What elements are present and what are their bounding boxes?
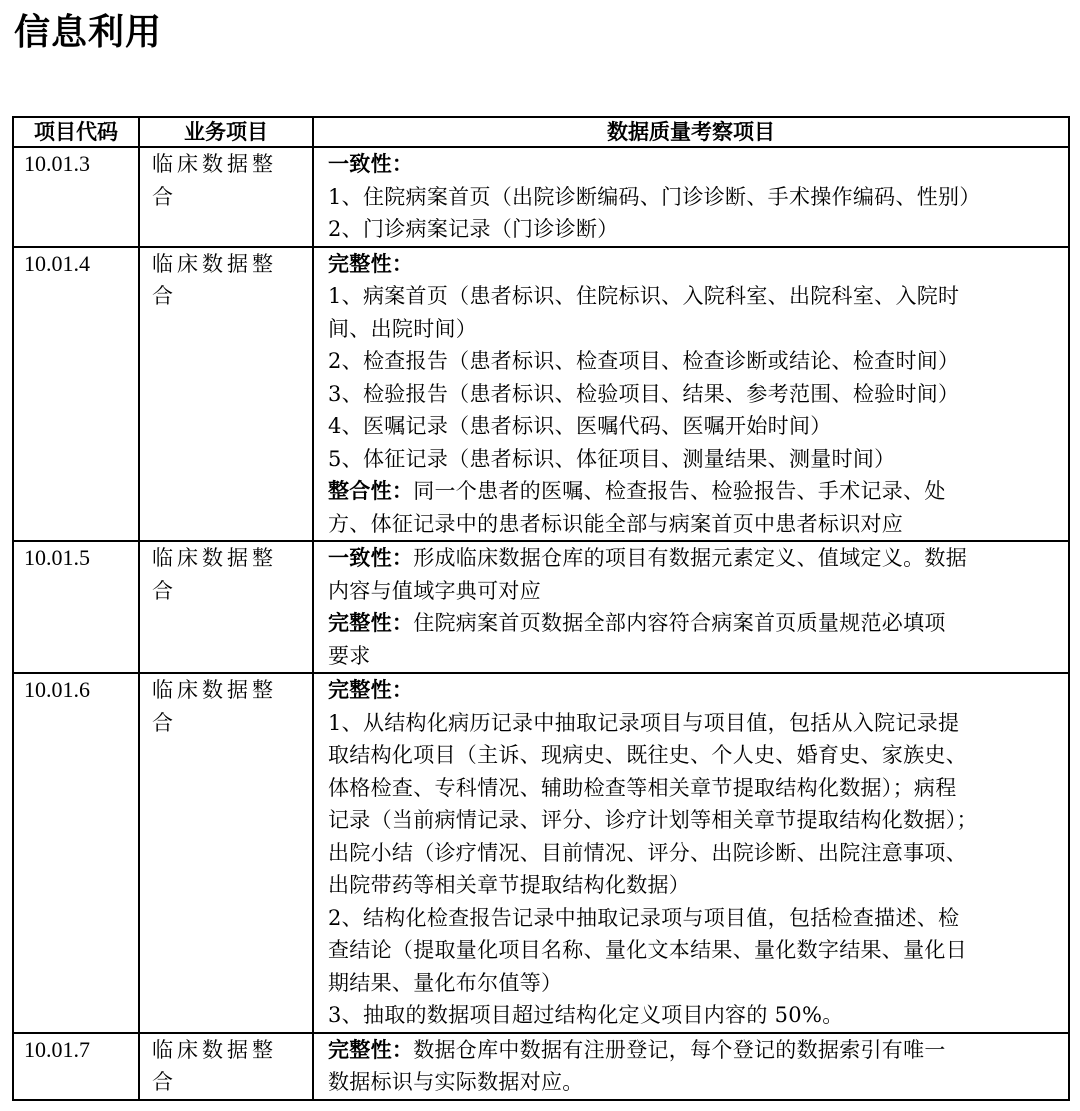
business-item-text: 合 xyxy=(152,578,177,603)
project-code-cell: 10.01.7 xyxy=(13,1033,139,1100)
criterion-text: 4、医嘱记录（患者标识、医嘱代码、医嘱开始时间） xyxy=(328,414,832,438)
quality-item-line xyxy=(328,674,1058,707)
table-header xyxy=(13,117,1069,147)
criterion-label: 完整性： xyxy=(328,250,414,276)
criterion-label: 一致性： xyxy=(328,151,414,176)
project-code-cell: 10.01.5 xyxy=(13,541,139,673)
business-item-text: 合 xyxy=(152,284,177,308)
quality-item-line xyxy=(328,345,1058,378)
quality-item-cell xyxy=(313,147,1069,247)
criterion-label: 完整性： xyxy=(328,677,414,702)
business-item-text: 临床数据整 xyxy=(152,152,277,176)
criterion-text: 取结构化项目（主诉、现病史、既往史、个人史、婚育史、家族史、 xyxy=(328,743,967,767)
criterion-text: 体格检查、专科情况、辅助检查等相关章节提取结构化数据）；病程 xyxy=(328,775,957,800)
criterion-text: 2、结构化检查报告记录中抽取记录项与项目值，包括检查描述、检 xyxy=(328,905,960,930)
business-item-cell xyxy=(139,541,313,673)
criterion-label: 整合性： xyxy=(328,478,414,503)
criterion-text: 2、门诊病案记录（门诊诊断） xyxy=(328,217,619,241)
quality-item-line xyxy=(328,707,1058,740)
quality-item-line xyxy=(328,181,1058,214)
quality-item-line xyxy=(328,1034,1058,1067)
criterion-text: 形成临床数据仓库的项目有数据元素定义、值域定义。数据 xyxy=(413,546,968,570)
quality-item-line xyxy=(328,739,1058,772)
quality-item-line xyxy=(328,804,1058,837)
table-row xyxy=(13,673,1069,1033)
table-row xyxy=(13,1033,1069,1100)
quality-item-line xyxy=(328,213,1058,246)
criterion-text: 内容与值域字典可对应 xyxy=(328,578,541,603)
criterion-text: 数据仓库中数据有注册登记，每个登记的数据索引有唯一 xyxy=(413,1037,946,1062)
quality-item-line xyxy=(328,475,1058,508)
quality-item-line xyxy=(328,410,1058,443)
business-item-text: 合 xyxy=(152,184,177,209)
criterion-text: 查结论（提取量化项目名称、量化文本结果、量化数字结果、量化日 xyxy=(328,938,967,962)
criterion-text: 期结果、量化布尔值等） xyxy=(328,970,563,995)
quality-item-cell xyxy=(313,541,1069,673)
quality-item-line xyxy=(328,508,1058,541)
data-quality-table xyxy=(12,116,1070,1101)
criterion-label: 完整性： xyxy=(328,1036,414,1062)
business-item-text: 临床数据整 xyxy=(152,546,277,570)
criterion-text: 出院小结（诊疗情况、目前情况、评分、出院诊断、出院注意事项、 xyxy=(328,840,967,865)
quality-item-line xyxy=(328,902,1058,935)
criterion-text: 1、病案首页（患者标识、住院标识、入院科室、出院科室、入院时 xyxy=(328,284,960,308)
quality-item-line xyxy=(328,967,1058,1000)
project-code-cell: 10.01.3 xyxy=(13,147,139,247)
table-row xyxy=(13,147,1069,247)
quality-item-line xyxy=(328,837,1058,870)
criterion-text: 数据标识与实际数据对应。 xyxy=(328,1070,584,1094)
criterion-text: 记录（当前病情记录、评分、诊疗计划等相关章节提取结构化数据）； xyxy=(328,808,978,832)
quality-item-line xyxy=(328,1066,1058,1099)
business-item-cell xyxy=(139,1033,313,1100)
quality-item-line xyxy=(328,772,1058,805)
criterion-text: 5、体征记录（患者标识、体征项目、测量结果、测量时间） xyxy=(328,446,896,471)
quality-item-line xyxy=(328,575,1058,608)
criterion-text: 间、出院时间） xyxy=(328,316,478,341)
quality-item-line xyxy=(328,934,1058,967)
criterion-text: 同一个患者的医嘱、检查报告、检验报告、手术记录、处 xyxy=(413,479,946,503)
header-row xyxy=(13,117,1069,147)
business-item-text: 合 xyxy=(152,710,177,735)
quality-item-cell xyxy=(313,1033,1069,1100)
criterion-text: 3、抽取的数据项目超过结构化定义项目内容的 50%。 xyxy=(328,1003,844,1027)
table-body xyxy=(13,147,1069,1100)
quality-item-line xyxy=(328,378,1058,411)
criterion-text: 要求 xyxy=(328,643,371,668)
business-item-text: 临床数据整 xyxy=(152,678,277,702)
page-title: 信息利用 xyxy=(14,12,163,53)
criterion-label: 一致性： xyxy=(328,545,414,570)
criterion-text: 方、体征记录中的患者标识能全部与病案首页中患者标识对应 xyxy=(328,511,904,536)
criterion-text: 1、从结构化病历记录中抽取记录项目与项目值，包括从入院记录提 xyxy=(328,710,960,735)
quality-item-line xyxy=(328,542,1058,575)
business-item-cell xyxy=(139,147,313,247)
quality-item-line xyxy=(328,607,1058,640)
quality-item-line xyxy=(328,999,1058,1032)
project-code-cell: 10.01.6 xyxy=(13,673,139,1033)
criterion-text: 3、检验报告（患者标识、检验项目、结果、参考范围、检验时间） xyxy=(328,381,960,406)
business-item-cell xyxy=(139,247,313,542)
criterion-label: 完整性： xyxy=(328,610,414,635)
criterion-text: 1、住院病案首页（出院诊断编码、门诊诊断、手术操作编码、性别） xyxy=(328,184,981,209)
business-item-text: 临床数据整 xyxy=(152,251,277,276)
header-quality-item: 数据质量考察项目 xyxy=(313,117,1069,147)
table-row xyxy=(13,541,1069,673)
header-business-item: 业务项目 xyxy=(139,117,313,147)
quality-item-cell xyxy=(313,673,1069,1033)
table-row xyxy=(13,247,1069,542)
business-item-text: 临床数据整 xyxy=(152,1037,277,1062)
quality-item-line xyxy=(328,148,1058,181)
criterion-text: 出院带药等相关章节提取结构化数据） xyxy=(328,873,691,897)
quality-item-cell xyxy=(313,247,1069,542)
header-project-code: 项目代码 xyxy=(13,117,139,147)
quality-item-line xyxy=(328,313,1058,346)
business-item-cell xyxy=(139,673,313,1033)
criterion-text: 住院病案首页数据全部内容符合病案首页质量规范必填项 xyxy=(413,611,946,635)
quality-item-line xyxy=(328,443,1058,476)
project-code-cell: 10.01.4 xyxy=(13,247,139,542)
quality-item-line xyxy=(328,248,1058,281)
business-item-text: 合 xyxy=(152,1070,177,1094)
quality-item-line xyxy=(328,280,1058,313)
quality-item-line xyxy=(328,640,1058,673)
criterion-text: 2、检查报告（患者标识、检查项目、检查诊断或结论、检查时间） xyxy=(328,349,960,373)
quality-item-line xyxy=(328,869,1058,902)
